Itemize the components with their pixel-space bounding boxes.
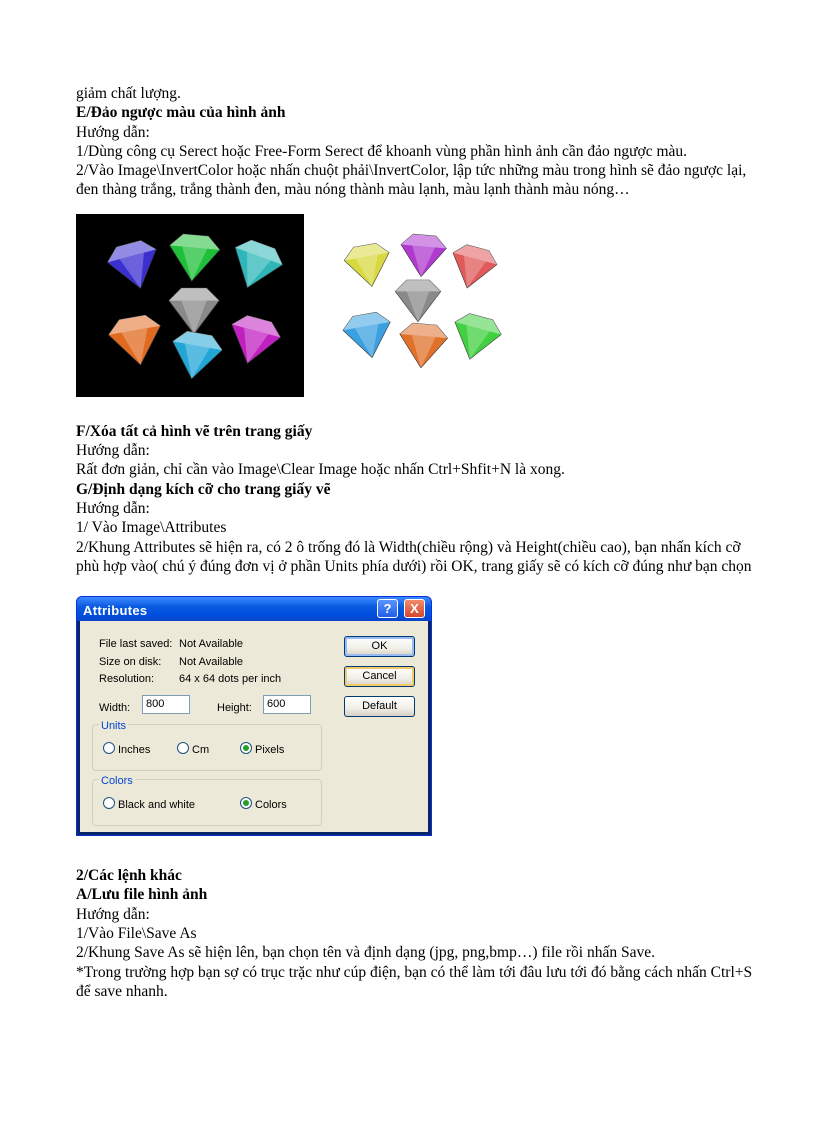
resolution-value: 64 x 64 dots per inch [179, 673, 282, 686]
help-icon[interactable]: ? [377, 599, 398, 618]
paragraph: *Trong trường hợp bạn sợ có trục trặc như cúp điện, bạn có thể làm tới đâu lưu tới đó bằng cách nhấn Ctrl+S để save nhanh. [76, 963, 753, 1000]
units-option-label: Inches [118, 744, 151, 757]
invert-color-images [76, 214, 756, 400]
paragraph: 2/Khung Attributes sẽ hiện ra, có 2 ô trống đó là Width(chiều rộng) và Height(chiều cao), bạn nhấn kích cỡ phù hợp vào( chú ý đúng đơn vị ở phần Units phía dưới) rồi OK, trang giấy sẽ có kích cỡ đúng như bạn chọn [76, 538, 752, 575]
file-last-saved-value: Not Available [179, 638, 244, 651]
paragraph: Rất đơn giản, chỉ cần vào Image\Clear Image hoặc nhấn Ctrl+Shfit+N là xong. [76, 461, 565, 479]
paragraph: giảm chất lượng. [76, 85, 181, 102]
cancel-button[interactable]: Cancel [344, 666, 415, 687]
size-on-disk-label: Size on disk: [99, 656, 162, 669]
colors-option-label: Colors [255, 799, 287, 812]
guide-label: Hướng dẫn: [76, 905, 150, 923]
file-last-saved-label: File last saved: [99, 638, 173, 651]
paragraph: 2/Khung Save As sẽ hiện lên, bạn chọn tên và định dạng (jpg, png,bmp…) file rồi nhấn Save. [76, 944, 655, 962]
document-page [76, 84, 756, 1001]
units-radio-pixels[interactable] [240, 742, 252, 754]
units-option-label: Cm [192, 744, 210, 757]
section-heading-f: F/Xóa tất cả hình vẽ trên trang giấy [76, 422, 313, 440]
gems-inverted-image [328, 224, 508, 389]
colors-group-title: Colors [99, 772, 135, 791]
colors-radio-colors[interactable] [240, 797, 252, 809]
colors-group [92, 775, 322, 826]
guide-label: Hướng dẫn: [76, 123, 150, 141]
dialog-titlebar[interactable] [77, 597, 431, 621]
height-field[interactable]: 600 [263, 695, 311, 714]
width-label: Width: [99, 702, 131, 715]
guide-label: Hướng dẫn: [76, 442, 150, 460]
ok-button[interactable]: OK [344, 636, 415, 657]
section-heading-a: A/Lưu file hình ảnh [76, 886, 208, 904]
default-button[interactable]: Default [344, 696, 415, 717]
paragraph: 1/ Vào Image\Attributes [76, 519, 227, 537]
section-heading-2: 2/Các lệnh khác [76, 867, 182, 885]
paragraph: 2/Vào Image\InvertColor hoặc nhấn chuột phải\InvertColor, lập tức những màu trong hình sẽ đảo ngược lại, đen thàng trắng, trắng thành đen, màu nóng thành màu lạnh, màu lạnh thành màu nóng… [76, 162, 747, 199]
section-heading-g: G/Định dạng kích cỡ cho trang giấy vẽ [76, 480, 331, 498]
colors-option-label: Black and white [118, 799, 196, 812]
units-group-title: Units [99, 717, 128, 736]
paragraph: 1/Vào File\Save As [76, 925, 197, 943]
units-radio-inches[interactable] [103, 742, 115, 754]
attributes-dialog [76, 596, 432, 836]
section-heading-e: E/Đảo ngược màu của hình ảnh [76, 104, 286, 122]
width-field[interactable]: 800 [142, 695, 190, 714]
units-option-label: Pixels [255, 744, 285, 757]
gems-original-image [76, 214, 304, 397]
dialog-title: Attributes [83, 603, 148, 619]
size-on-disk-value: Not Available [179, 656, 244, 669]
units-group [92, 720, 322, 771]
guide-label: Hướng dẫn: [76, 499, 150, 517]
close-icon[interactable]: X [404, 599, 425, 618]
colors-radio-black-and-white[interactable] [103, 797, 115, 809]
paragraph: 1/Dùng công cụ Serect hoặc Free-Form Serect để khoanh vùng phần hình ảnh cần đảo ngược màu. [76, 142, 688, 160]
height-label: Height: [217, 702, 252, 715]
units-radio-cm[interactable] [177, 742, 189, 754]
dialog-body [80, 621, 428, 832]
resolution-label: Resolution: [99, 673, 155, 686]
